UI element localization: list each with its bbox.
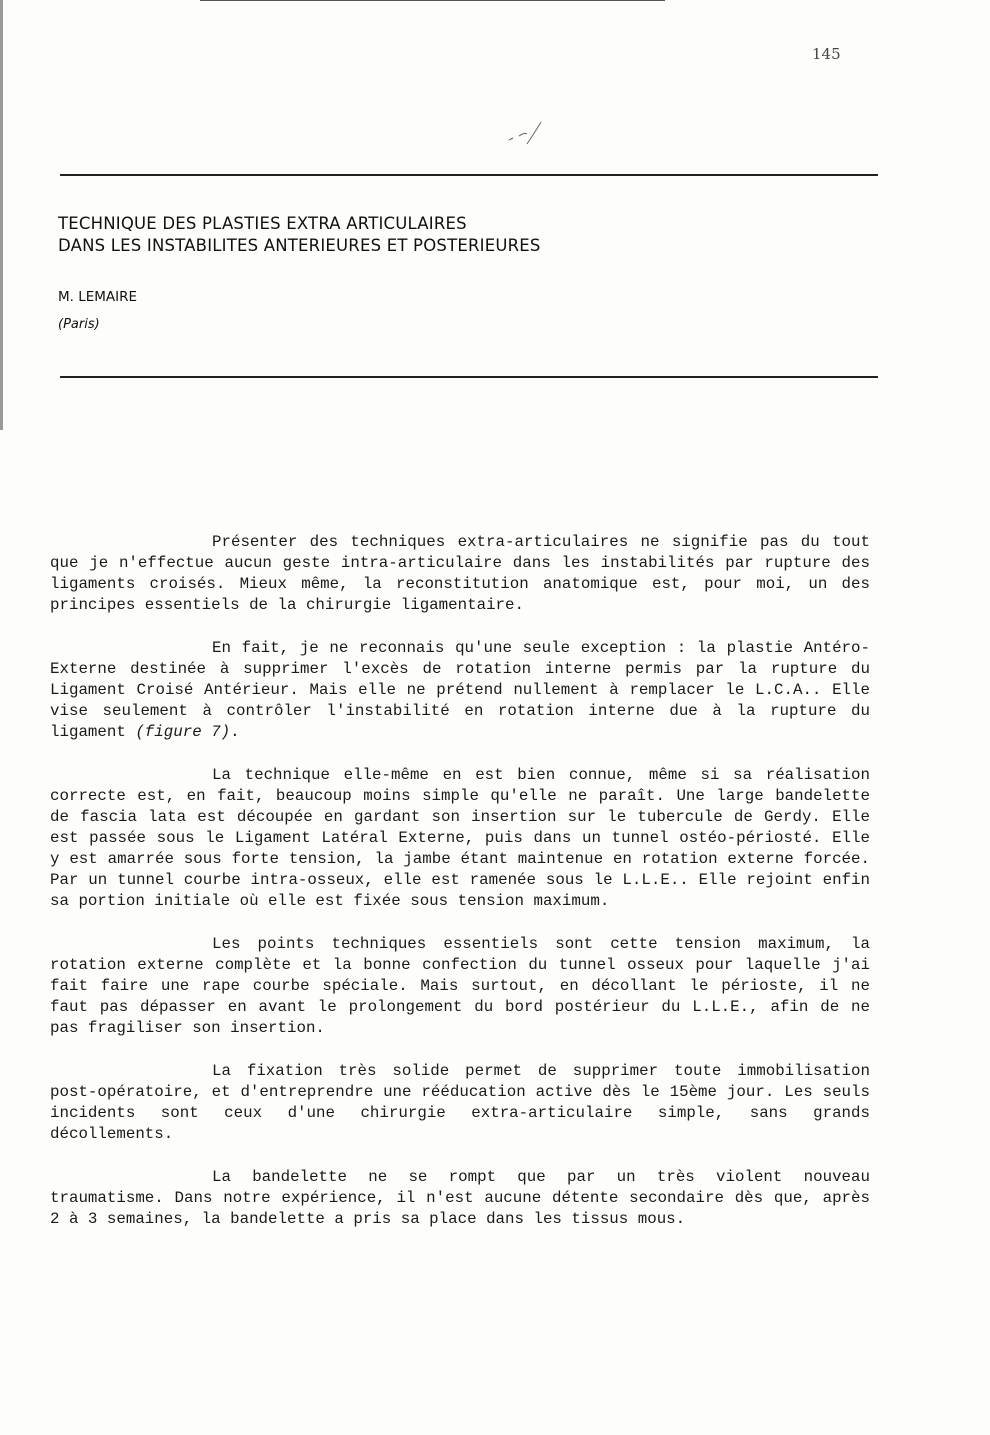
scan-edge-left	[0, 0, 3, 430]
paragraph-1: Présenter des techniques extra-articulaires ne signifie pas du tout que je n'effectue aucun geste intra-articulaire dans les instabilités par rupture des ligaments croisés. Mieux même, la reconstitution anatomique est, pour moi, un des principes essentiels de la chirurgie ligamentaire.	[50, 533, 870, 614]
author-affiliation: (Paris)	[58, 317, 100, 332]
title-line-1: TECHNIQUE DES PLASTIES EXTRA ARTICULAIRES	[58, 214, 467, 233]
paragraph-4: Les points techniques essentiels sont cette tension maximum, la rotation externe complète et la bonne confection du tunnel osseux pour laquelle j'ai fait faire une rape courbe spéciale. Mais surtout, en décollant le périoste, il ne faut pas dépasser en avant le prolongement du bord postérieur du L.L.E., afin de ne pas fragiliser son insertion.	[50, 935, 870, 1037]
paragraph-6: La bandelette ne se rompt que par un très violent nouveau traumatisme. Dans notre expérience, il n'est aucune détente secondaire dès que, après 2 à 3 semaines, la bandelette a pris sa place dans les tissus mous.	[50, 1168, 870, 1228]
header-rule-top	[60, 174, 878, 176]
article-body	[50, 532, 870, 1230]
author-name: M. LEMAIRE	[58, 289, 138, 305]
paragraph-3: La technique elle-même en est bien connue, même si sa réalisation correcte est, en fait, beaucoup moins simple qu'elle ne paraît. Une large bandelette de fascia lata est découpée en gardant son insertion sur le tubercule de Gerdy. Elle est passée sous le Ligament Latéral Externe, puis dans un tunnel ostéo-périosté. Elle y est amarrée sous forte tension, la jambe étant maintenue en rotation externe forcée. Par un tunnel courbe intra-osseux, elle est ramenée sous le L.L.E.. Elle rejoint enfin sa portion initiale où elle est fixée sous tension maximum.	[50, 766, 870, 910]
paragraph-2: En fait, je ne reconnais qu'une seule exception : la plastie Antéro-Externe destinée à supprimer l'excès de rotation interne permis par la rupture du Ligament Croisé Antérieur. Mais elle ne prétend nullement à remplacer le L.C.A.. Elle vise seulement à contrôler l'instabilité en rotation interne due à la rupture du ligament (figure 7).	[50, 639, 870, 741]
figure-reference: (figure 7)	[135, 723, 231, 741]
header-rule-bottom	[60, 376, 878, 378]
title-line-2: DANS LES INSTABILITES ANTERIEURES ET POSTERIEURES	[58, 236, 541, 255]
handwritten-mark	[505, 118, 545, 148]
scan-edge-top	[200, 0, 665, 1]
page-number: 145	[812, 45, 841, 63]
article-title	[58, 213, 858, 257]
paragraph-5: La fixation très solide permet de supprimer toute immobilisation post-opératoire, et d'entreprendre une rééducation active dès le 15ème jour. Les seuls incidents sont ceux d'une chirurgie extra-articulaire simple, sans grands décollements.	[50, 1062, 870, 1143]
